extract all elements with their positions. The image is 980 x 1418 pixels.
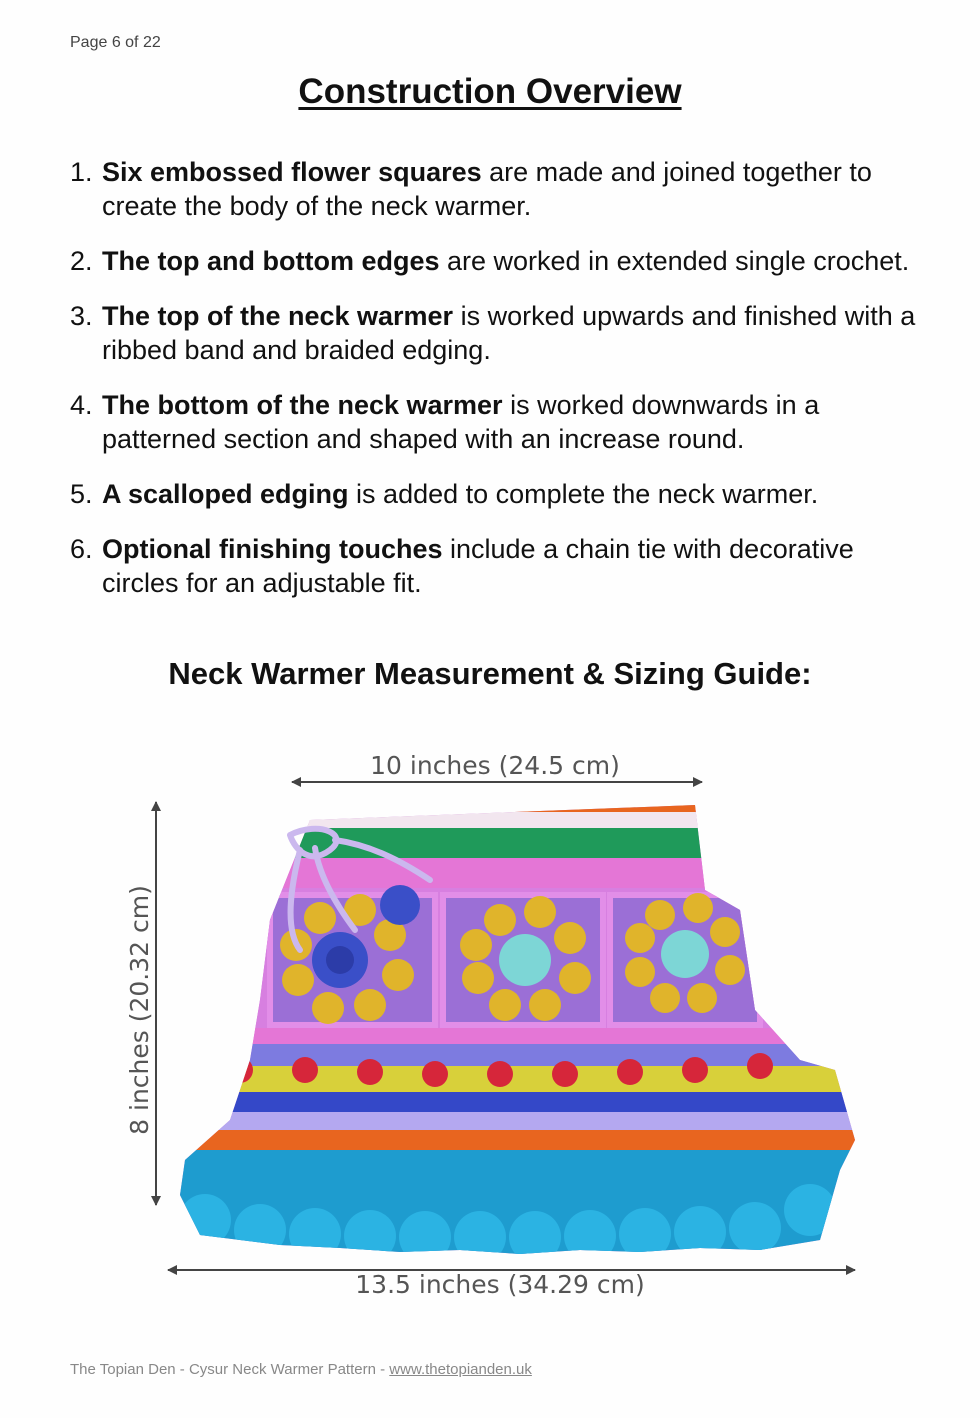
step-number: 5. [70,479,93,509]
step-text: is added to complete the neck warmer. [348,479,819,509]
step-text: is worked upwards and finished with a ribbed band and braided edging. [102,301,916,365]
list-item [70,244,920,278]
list-item [70,477,920,511]
step-number: 6. [70,534,93,564]
footer-link[interactable]: www.thetopianden.uk [389,1361,532,1378]
footer-text: The Topian Den - Cysur Neck Warmer Pattern - [70,1361,390,1378]
construction-steps [70,155,920,621]
height-label: 8 inches (20.32 cm) [125,885,154,1135]
page-title: Construction Overview [298,72,682,111]
bottom-width-label: 13.5 inches (34.29 cm) [355,1270,645,1299]
neck-warmer-diagram [100,740,900,1320]
neck-warmer-illustration [160,800,880,1263]
step-bold: Six embossed flower squares [102,157,482,187]
sizing-heading: Neck Warmer Measurement & Sizing Guide: [168,656,812,691]
list-item [70,299,920,367]
step-bold: Optional finishing touches [102,534,443,564]
step-number: 4. [70,390,93,420]
step-text: is worked downwards in a patterned section and shaped with an increase round. [102,390,820,454]
list-item [70,532,920,600]
step-bold: A scalloped edging [102,479,349,509]
step-number: 1. [70,157,93,187]
step-text: include a chain tie with decorative circles for an adjustable fit. [102,534,854,598]
step-number: 2. [70,246,93,276]
list-item [70,155,920,223]
step-number: 3. [70,301,93,331]
top-width-label: 10 inches (24.5 cm) [370,751,620,780]
neck-warmer-figure [100,740,900,1320]
step-text: are made and joined together to create the body of the neck warmer. [102,157,872,221]
step-bold: The top and bottom edges [102,246,440,276]
step-text: are worked in extended single crochet. [439,246,910,276]
step-bold: The top of the neck warmer [102,301,454,331]
step-bold: The bottom of the neck warmer [102,390,503,420]
page-number: Page 6 of 22 [70,34,161,51]
footer [70,1361,532,1378]
list-item [70,388,920,456]
